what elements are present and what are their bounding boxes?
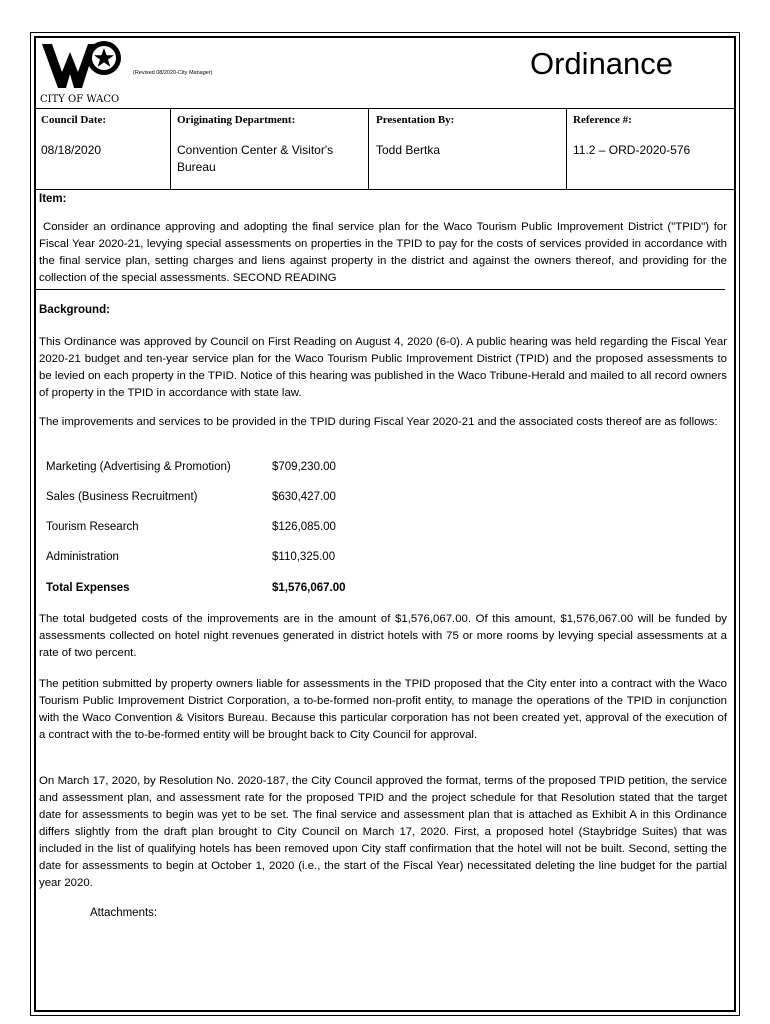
city-label: CITY OF WACO xyxy=(40,94,120,105)
cost-amount: $630,427.00 xyxy=(272,491,336,503)
total-expenses-amount: $1,576,067.00 xyxy=(272,582,346,594)
item-rule xyxy=(36,289,725,290)
background-paragraph-1: This Ordinance was approved by Council on First Reading on August 4, 2020 (6-0). A public hearing was held regarding the Fiscal Year 2020-21 budget and ten-year service plan for the Waco Tourism Public Improvement District (TPID) and the proposed assessments to be levied on each property in the TPID. Notice of this hearing was published in the Waco Tribune-Herald and mailed to all record owners of property in the TPID in accordance with state law. xyxy=(39,336,727,399)
cost-amount: $709,230.00 xyxy=(272,461,336,473)
cost-item: Marketing (Advertising & Promotion) xyxy=(46,461,231,473)
total-expenses-label: Total Expenses xyxy=(46,582,130,594)
cost-item: Tourism Research xyxy=(46,521,139,533)
table-bottom-rule xyxy=(36,189,734,190)
background-paragraph-4: The petition submitted by property owners liable for assessments in the TPID proposed that the City enter into a contract with the Waco Tourism Public Improvement District Corporation, a to-be-formed non-profit entity, to manage the operations of the TPID in conjunction with the Waco Convention & Visitors Bureau. Because this particular corporation has not been created yet, approval of the execution of a contract with the to-be-formed entity will be brought back to City Council for approval. xyxy=(39,678,727,741)
item-text: Consider an ordinance approving and adopting the final service plan for the Waco Tourism Public Improvement District ("TPID") for Fiscal Year 2020-21, levying special assessments on properties in the TPID to pay for the costs of services provided in accordance with the final service plan, setting charges and liens against property in the district and against the owners thereof, and providing for the collection of the special assessments. SECOND READING xyxy=(39,221,727,284)
department: Convention Center & Visitor's Bureau xyxy=(177,143,334,174)
table-divider xyxy=(368,108,369,189)
background-label: Background: xyxy=(39,304,110,316)
revised-note: (Revised 08/2020-City Manager) xyxy=(133,70,213,76)
attachments-label: Attachments: xyxy=(90,907,158,919)
presenter: Todd Bertka xyxy=(376,143,441,157)
city-logo-icon xyxy=(40,38,126,92)
background-paragraph-2: The improvements and services to be provided in the TPID during Fiscal Year 2020-21 and the associated costs thereof are as follows: xyxy=(39,416,718,428)
background-paragraph-5: On March 17, 2020, by Resolution No. 2020-187, the City Council approved the format, terms of the proposed TPID petition, the service and assessment plan, and assessment rate for the proposed TPID and the project schedule for that Resolution stated that the target date for assessments to begin was yet to be set. The final service and assessment plan that is attached as Exhibit A in this Ordinance differs slightly from the draft plan brought to City Council on March 17, 2020. First, a proposed hotel (Staybridge Suites) that was included in the list of qualifying hotels has been removed upon City staff confirmation that the hotel will not be built. Second, setting the date for assessments to begin at October 1, 2020 (i.e., the start of the Fiscal Year) necessitated deleting the line budget for the partial year 2020. xyxy=(39,775,727,889)
cost-amount: $126,085.00 xyxy=(272,521,336,533)
cost-amount: $110,325.00 xyxy=(272,551,336,563)
background-paragraph-3: The total budgeted costs of the improvements are in the amount of $1,576,067.00. Of this amount, $1,576,067.00 will be funded by assessments collected on hotel night revenues generated in district hotels with 75 or more rooms by levying special assessments at a rate of two percent. xyxy=(39,613,727,659)
item-label: Item: xyxy=(39,193,67,205)
department-label: Originating Department: xyxy=(177,114,296,126)
table-divider xyxy=(170,108,171,189)
reference-label: Reference #: xyxy=(573,114,632,126)
council-date: 08/18/2020 xyxy=(41,143,102,157)
cost-item: Administration xyxy=(46,551,119,563)
reference-number: 11.2 – ORD-2020-576 xyxy=(573,143,691,157)
cost-item: Sales (Business Recruitment) xyxy=(46,491,198,503)
table-divider xyxy=(566,108,567,189)
presenter-label: Presentation By: xyxy=(376,114,455,126)
page-title: Ordinance xyxy=(530,46,674,81)
table-top-rule xyxy=(36,108,734,109)
council-date-label: Council Date: xyxy=(41,114,107,126)
